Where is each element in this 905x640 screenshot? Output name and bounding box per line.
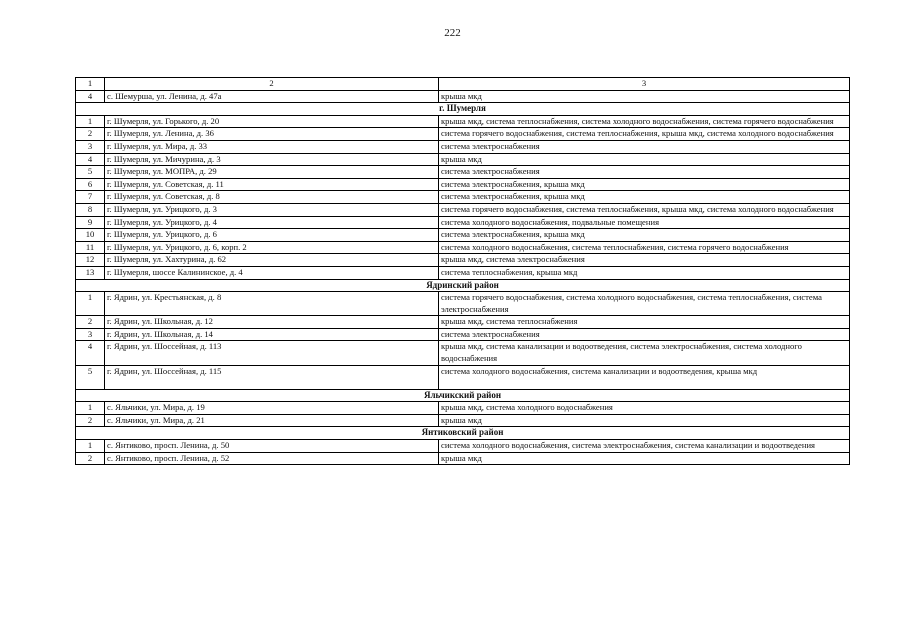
row-address: с. Яльчики, ул. Мира, д. 19	[105, 402, 439, 415]
row-number: 10	[76, 229, 105, 242]
row-systems: система электроснабжения, крыша мкд	[439, 178, 850, 191]
table-row	[76, 414, 850, 427]
table-row	[76, 90, 850, 103]
row-address: г. Шумерля, ул. Урицкого, д. 3	[105, 203, 439, 216]
table-row	[76, 153, 850, 166]
row-address: г. Шумерля, шоссе Калининское, д. 4	[105, 266, 439, 279]
row-address: г. Шумерля, ул. Мира, д. 33	[105, 140, 439, 153]
row-address: с. Янтиково, просп. Ленина, д. 50	[105, 440, 439, 453]
header-row	[76, 78, 850, 91]
row-systems: система холодного водоснабжения, система канализации и водоотведения, крыша мкд	[439, 365, 850, 389]
row-number: 9	[76, 216, 105, 229]
row-systems: крыша мкд, система теплоснабжения, система холодного водоснабжения, система горячего водоснабжения	[439, 115, 850, 128]
row-number: 1	[76, 440, 105, 453]
row-systems: крыша мкд, система теплоснабжения	[439, 316, 850, 329]
row-address: г. Ядрин, ул. Шоссейная, д. 115	[105, 365, 439, 389]
section-header-row	[76, 389, 850, 402]
row-systems: система горячего водоснабжения, система холодного водоснабжения, система теплоснабжения, система электроснабжения	[439, 292, 850, 316]
section-header-row	[76, 427, 850, 440]
row-address: г. Ядрин, ул. Школьная, д. 12	[105, 316, 439, 329]
table-row	[76, 266, 850, 279]
table-row	[76, 341, 850, 365]
table-row	[76, 191, 850, 204]
section-title: г. Шумерля	[76, 103, 850, 116]
row-systems: система холодного водоснабжения, подвальные помещения	[439, 216, 850, 229]
page-number: 222	[444, 27, 461, 39]
row-number: 4	[76, 90, 105, 103]
table-row	[76, 328, 850, 341]
column-header-3: 3	[439, 78, 850, 91]
row-address: г. Шумерля, ул. Советская, д. 11	[105, 178, 439, 191]
row-number: 3	[76, 328, 105, 341]
row-systems: система электроснабжения, крыша мкд	[439, 229, 850, 242]
row-address: г. Шумерля, ул. Советская, д. 8	[105, 191, 439, 204]
row-systems: система электроснабжения	[439, 166, 850, 179]
row-systems: система электроснабжения	[439, 328, 850, 341]
row-number: 1	[76, 402, 105, 415]
row-systems: крыша мкд	[439, 90, 850, 103]
row-number: 8	[76, 203, 105, 216]
table-row	[76, 292, 850, 316]
row-address: с. Яльчики, ул. Мира, д. 21	[105, 414, 439, 427]
table-row	[76, 316, 850, 329]
row-systems: система холодного водоснабжения, система электроснабжения, система канализации и водоотведения	[439, 440, 850, 453]
row-number: 2	[76, 414, 105, 427]
row-address: г. Ядрин, ул. Шоссейная, д. 113	[105, 341, 439, 365]
row-number: 5	[76, 365, 105, 389]
table-row	[76, 229, 850, 242]
table-row	[76, 216, 850, 229]
row-systems: крыша мкд	[439, 452, 850, 465]
column-header-1: 1	[76, 78, 105, 91]
row-address: г. Шумерля, ул. Хахтурина, д. 62	[105, 254, 439, 267]
table-row	[76, 241, 850, 254]
row-systems: система горячего водоснабжения, система теплоснабжения, крыша мкд, система холодного водоснабжения	[439, 128, 850, 141]
table-row	[76, 440, 850, 453]
row-number: 4	[76, 341, 105, 365]
table-row	[76, 140, 850, 153]
table-row	[76, 365, 850, 389]
table-body	[76, 78, 850, 465]
row-address: г. Шумерля, ул. Горького, д. 20	[105, 115, 439, 128]
row-address: г. Шумерля, ул. Ленина, д. 36	[105, 128, 439, 141]
row-address: с. Шемурша, ул. Ленина, д. 47а	[105, 90, 439, 103]
row-address: г. Шумерля, ул. Мичурина, д. 3	[105, 153, 439, 166]
row-systems: система холодного водоснабжения, система теплоснабжения, система горячего водоснабжения	[439, 241, 850, 254]
row-number: 1	[76, 292, 105, 316]
row-address: г. Ядрин, ул. Школьная, д. 14	[105, 328, 439, 341]
row-systems: крыша мкд	[439, 414, 850, 427]
table-row	[76, 402, 850, 415]
row-address: г. Ядрин, ул. Крестьянская, д. 8	[105, 292, 439, 316]
row-systems: система электроснабжения	[439, 140, 850, 153]
row-systems: крыша мкд	[439, 153, 850, 166]
row-number: 1	[76, 115, 105, 128]
row-systems: крыша мкд, система канализации и водоотведения, система электроснабжения, система холодного водоснабжения	[439, 341, 850, 365]
row-systems: система горячего водоснабжения, система теплоснабжения, крыша мкд, система холодного водоснабжения	[439, 203, 850, 216]
row-number: 3	[76, 140, 105, 153]
row-number: 12	[76, 254, 105, 267]
address-table	[75, 77, 850, 465]
row-address: г. Шумерля, ул. Урицкого, д. 4	[105, 216, 439, 229]
table-row	[76, 452, 850, 465]
row-number: 5	[76, 166, 105, 179]
table-row	[76, 178, 850, 191]
row-number: 2	[76, 452, 105, 465]
row-systems: система электроснабжения, крыша мкд	[439, 191, 850, 204]
table-row	[76, 115, 850, 128]
row-number: 11	[76, 241, 105, 254]
row-systems: крыша мкд, система электроснабжения	[439, 254, 850, 267]
row-address: г. Шумерля, ул. МОПРА, д. 29	[105, 166, 439, 179]
row-number: 2	[76, 128, 105, 141]
row-number: 4	[76, 153, 105, 166]
section-title: Ядринский район	[76, 279, 850, 292]
table-row	[76, 166, 850, 179]
table-row	[76, 203, 850, 216]
row-number: 13	[76, 266, 105, 279]
row-systems: крыша мкд, система холодного водоснабжения	[439, 402, 850, 415]
column-header-2: 2	[105, 78, 439, 91]
table-row	[76, 128, 850, 141]
row-number: 7	[76, 191, 105, 204]
section-header-row	[76, 103, 850, 116]
row-address: с. Янтиково, просп. Ленина, д. 52	[105, 452, 439, 465]
table-row	[76, 254, 850, 267]
row-number: 6	[76, 178, 105, 191]
row-address: г. Шумерля, ул. Урицкого, д. 6	[105, 229, 439, 242]
row-address: г. Шумерля, ул. Урицкого, д. 6, корп. 2	[105, 241, 439, 254]
row-systems: система теплоснабжения, крыша мкд	[439, 266, 850, 279]
section-title: Яльчикский район	[76, 389, 850, 402]
section-title: Янтиковский район	[76, 427, 850, 440]
section-header-row	[76, 279, 850, 292]
row-number: 2	[76, 316, 105, 329]
